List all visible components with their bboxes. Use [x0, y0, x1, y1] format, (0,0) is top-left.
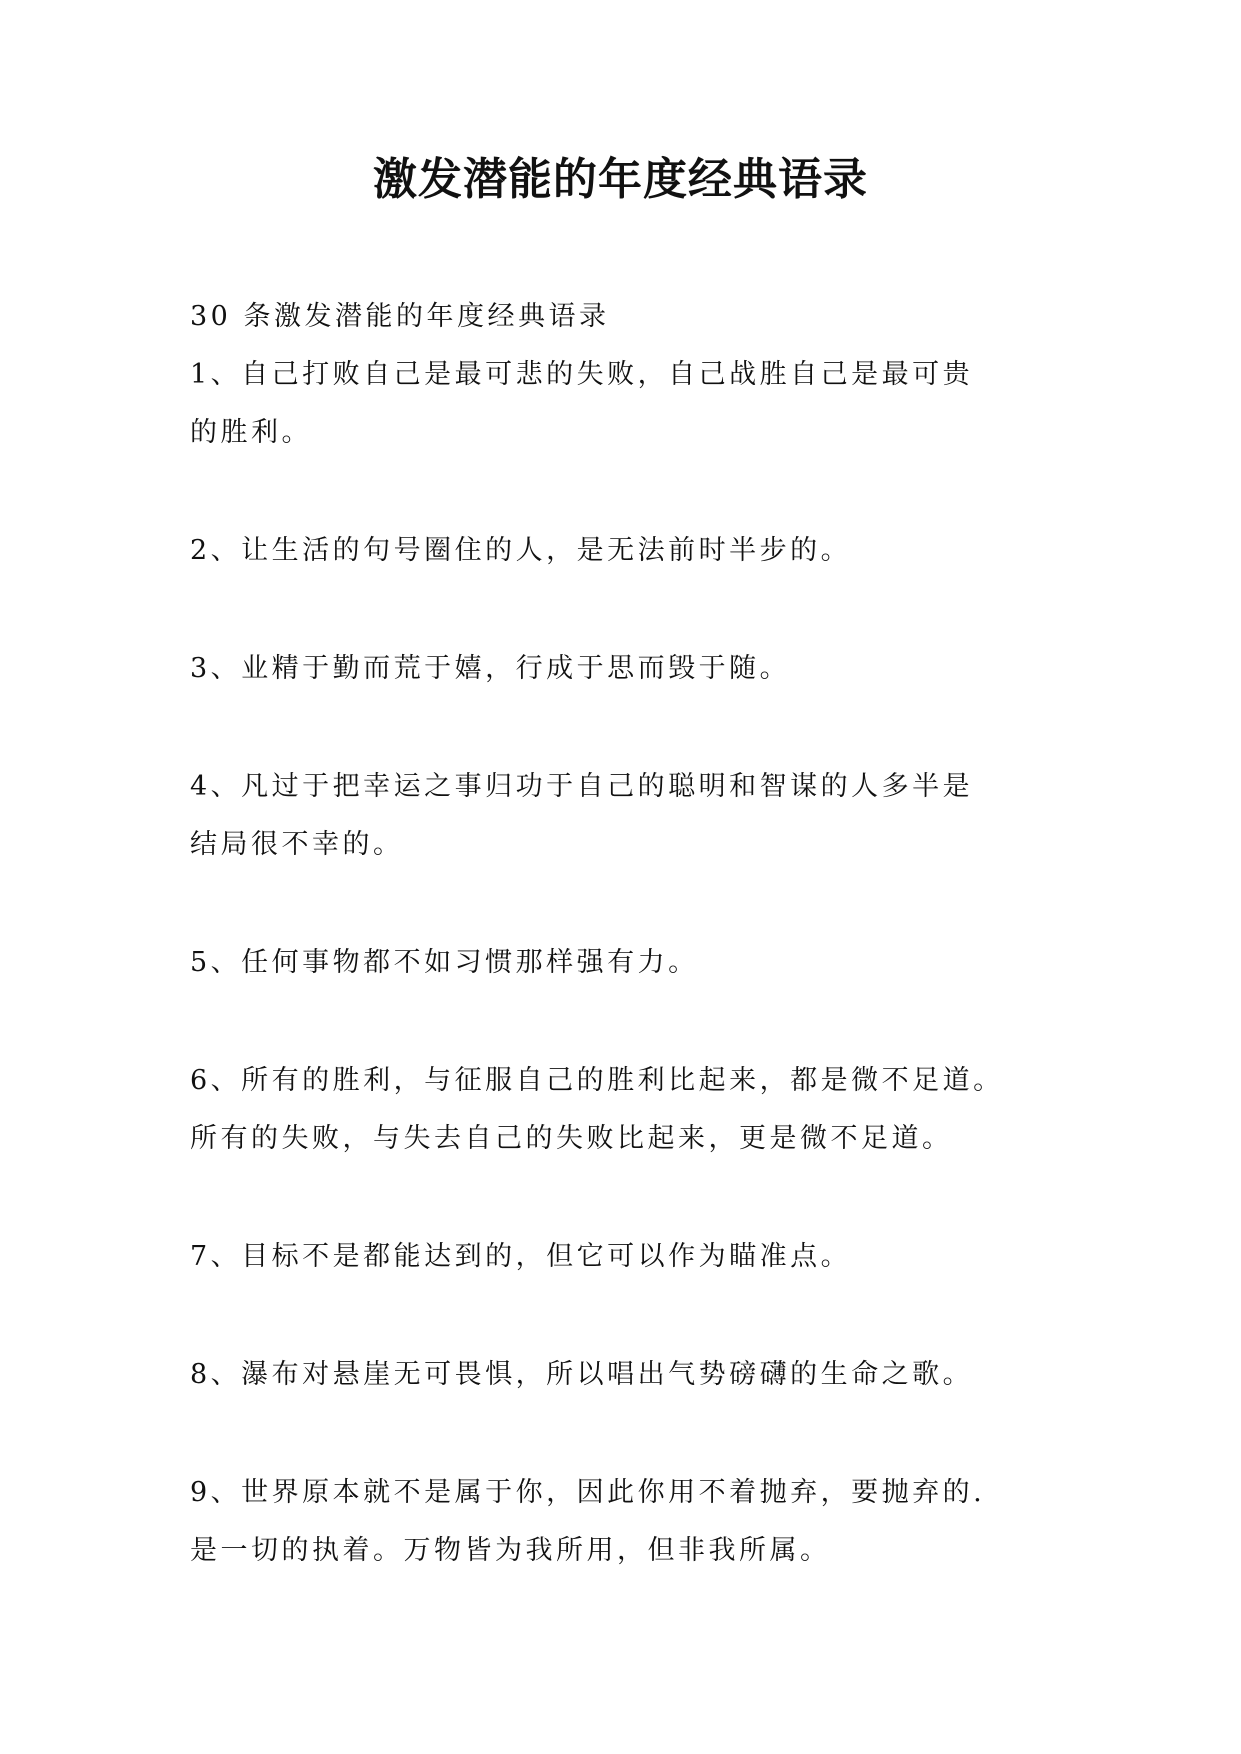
quote-line: 2、让生活的句号圈住的人，是无法前时半步的。: [190, 535, 852, 566]
quote-line: 5、任何事物都不如习惯那样强有力。: [190, 947, 699, 978]
quote-paragraph: [190, 346, 1070, 462]
quote-line: 1、自己打败自己是最可悲的失败，自己战胜自己是最可贵: [190, 359, 974, 390]
quote-line: 结局很不幸的。: [190, 829, 404, 860]
quote-line: 6、所有的胜利，与征服自己的胜利比起来，都是微不足道。: [190, 1065, 1004, 1096]
quote-line: 是一切的执着。万物皆为我所用，但非我所属。: [190, 1535, 831, 1566]
quote-paragraph: [190, 522, 1070, 580]
quote-line: 9、世界原本就不是属于你，因此你用不着抛弃，要抛弃的.: [190, 1477, 986, 1508]
quote-paragraph: [190, 1052, 1070, 1168]
quote-line: 7、目标不是都能达到的，但它可以作为瞄准点。: [190, 1241, 852, 1272]
quote-paragraph: [190, 934, 1070, 992]
quote-line: 所有的失败，与失去自己的失败比起来，更是微不足道。: [190, 1123, 953, 1154]
quote-line: 4、凡过于把幸运之事归功于自己的聪明和智谋的人多半是: [190, 771, 974, 802]
quote-line: 3、业精于勤而荒于嬉，行成于思而毁于随。: [190, 653, 791, 684]
quote-paragraph: [190, 640, 1070, 698]
quote-line: 的胜利。: [190, 417, 312, 448]
document-subtitle: 30 条激发潜能的年度经典语录: [190, 301, 610, 332]
quote-paragraph: [190, 1346, 1070, 1404]
quote-paragraph: [190, 1228, 1070, 1286]
document-title: 激发潜能的年度经典语录: [373, 154, 868, 205]
quote-line: 8、瀑布对悬崖无可畏惧，所以唱出气势磅礴的生命之歌。: [190, 1359, 974, 1390]
quote-paragraph: [190, 1464, 1070, 1580]
quote-paragraph: [190, 758, 1070, 874]
document-body: [190, 288, 1070, 1640]
